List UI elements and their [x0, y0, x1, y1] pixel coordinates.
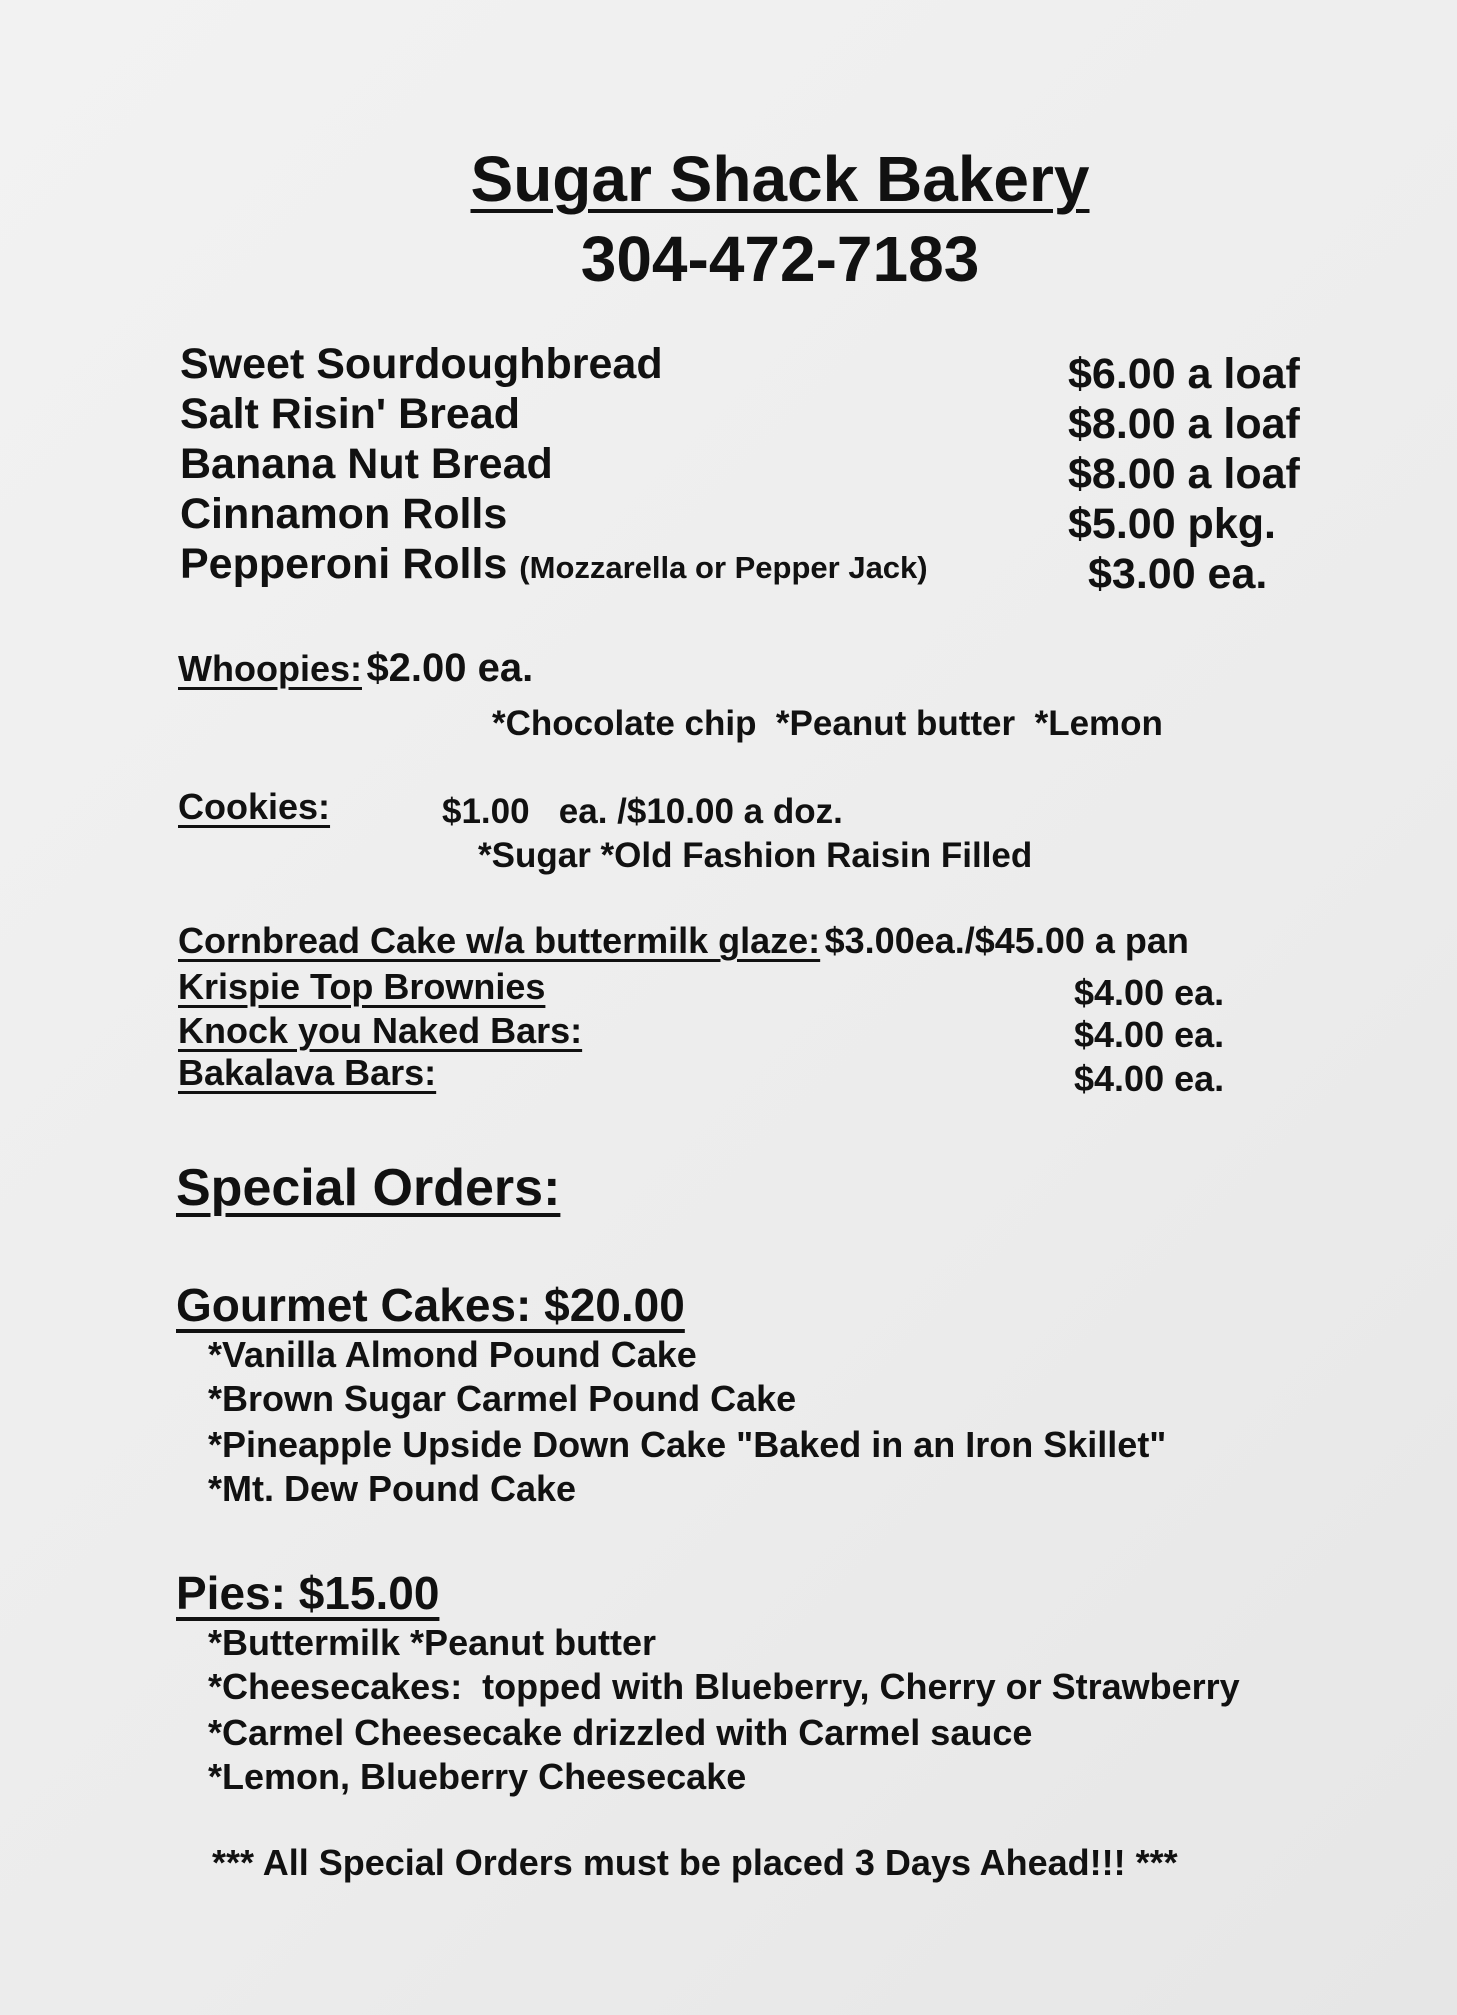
cookies-flavors: *Sugar *Old Fashion Raisin Filled [478, 836, 1033, 875]
bar-price: $4.00 ea. [1074, 1014, 1225, 1055]
pie-item: *Carmel Cheesecake drizzled with Carmel sauce [208, 1712, 1033, 1753]
bakery-phone: 304-472-7183 [580, 223, 980, 295]
pies-heading: Pies: $15.00 [176, 1567, 440, 1619]
bread-price: $8.00 a loaf [1068, 450, 1300, 498]
bar-price: $4.00 ea. [1074, 1058, 1225, 1099]
bar-name: Bakalava Bars: [178, 1052, 437, 1093]
cornbread-name: Cornbread Cake w/a buttermilk glaze: [178, 920, 821, 961]
whoopies-label: Whoopies: [178, 648, 362, 689]
whoopies-price: $2.00 ea. [366, 646, 534, 690]
cake-item: *Vanilla Almond Pound Cake [208, 1334, 697, 1375]
whoopies-row [178, 646, 533, 691]
pie-item: *Buttermilk *Peanut butter [208, 1622, 657, 1663]
bread-price: $5.00 pkg. [1068, 500, 1276, 548]
bread-price: $3.00 ea. [1088, 550, 1268, 598]
bread-price: $6.00 a loaf [1068, 350, 1300, 398]
bar-name: Knock you Naked Bars: [178, 1010, 583, 1051]
cake-item: *Brown Sugar Carmel Pound Cake [208, 1378, 797, 1419]
cookies-label: Cookies: [178, 786, 331, 827]
bread-name: Sweet Sourdoughbread [180, 340, 663, 388]
cornbread-price: $3.00ea./$45.00 a pan [824, 920, 1189, 961]
bar-name: Krispie Top Brownies [178, 966, 546, 1007]
bread-name: Pepperoni Rolls (Mozzarella or Pepper Jack) [180, 540, 928, 588]
cookies-price: $1.00 ea. /$10.00 a doz. [442, 792, 843, 831]
bread-name: Banana Nut Bread [180, 440, 553, 488]
bread-name: Salt Risin' Bread [180, 390, 520, 438]
bar-price: $4.00 ea. [1074, 972, 1225, 1013]
pie-item: *Cheesecakes: topped with Blueberry, Cherry or Strawberry [208, 1666, 1240, 1707]
bakery-name: Sugar Shack Bakery [470, 143, 1090, 215]
bread-note: (Mozzarella or Pepper Jack) [519, 550, 928, 585]
cake-item: *Mt. Dew Pound Cake [208, 1468, 577, 1509]
pie-item: *Lemon, Blueberry Cheesecake [208, 1756, 747, 1797]
gourmet-cakes-heading: Gourmet Cakes: $20.00 [176, 1279, 685, 1331]
bread-name: Cinnamon Rolls [180, 490, 508, 538]
cake-item: *Pineapple Upside Down Cake "Baked in an Iron Skillet" [208, 1424, 1167, 1465]
cornbread-row [178, 920, 1189, 962]
whoopies-flavors: *Chocolate chip *Peanut butter *Lemon [492, 704, 1163, 743]
special-orders-heading: Special Orders: [176, 1159, 561, 1217]
special-orders-notice: *** All Special Orders must be placed 3 Days Ahead!!! *** [212, 1842, 1178, 1883]
bread-price: $8.00 a loaf [1068, 400, 1300, 448]
